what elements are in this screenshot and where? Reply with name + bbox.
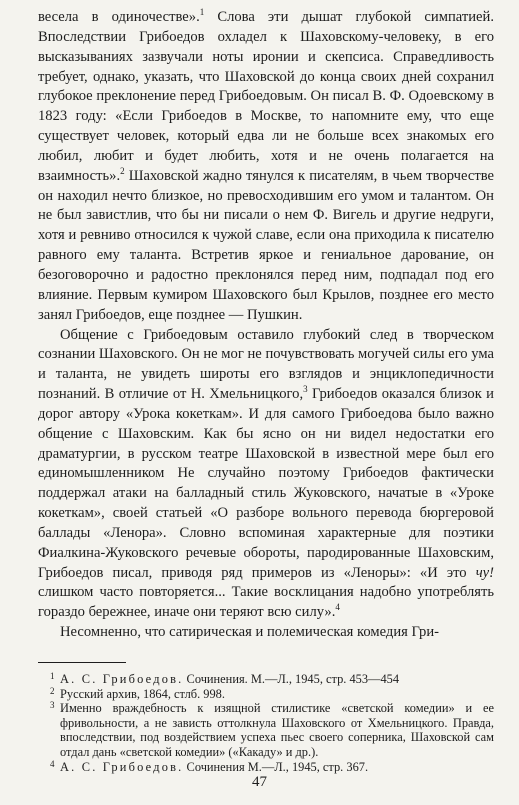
page-number: 47 — [252, 774, 267, 790]
text-run: слишком часто повторяется... Такие восклицания надобно употреблять гораздо бережнее, иначе они теряют всю силу». — [38, 584, 494, 621]
footnote-text: Именно враждебность к изящной стилистике «светской комедии» и ее фривольности, а не зависть оттолкнула Шаховского от Хмельницкого. Правда, впоследствии, под воздействием успеха пьес своего соперника, Шаховской сам отдал дань «светской комедии» («Какаду» и др.). — [60, 701, 494, 759]
footnote-text: Сочинения. М.—Л., 1945, стр. 453—454 — [183, 672, 400, 686]
footnote-author: А. С. Грибоедов. — [60, 672, 184, 686]
text-run: Слова эти дышат глубокой симпатией. Впоследствии Грибоедов охладел к Шаховскому-человеку, в его высказываниях зазвучали ноты иронии и скепсиса. Справедливость требует, однако, указать, что Шаховской до конца своих дней сохранил глубокое преклонение перед Грибоедовым. Он писал В. Ф. Одоевскому в 1823 году: «Если Грибоедов в Москве, то напомните ему, что еще существует человек, который едва ли не больше всех знакомых его любил, любит и будет любить, хотя и не очень полагается на взаимность». — [38, 9, 494, 184]
footnote-number: 3 — [50, 700, 55, 711]
emphasis: чу! — [475, 564, 494, 581]
footnote-number: 4 — [50, 758, 55, 769]
footnote-4 — [38, 760, 494, 775]
paragraph-1 — [38, 8, 494, 326]
text-run: Шаховской жадно тянулся к писателям, в чьем творчестве он находил нечто близкое, но превосходившим его умом и талантом. Он не был завистлив, что бы ни писали о нем Ф. Вигель и другие недруги, хотя и ревниво относился к чужой славе, если она приходила к писателю равного ему таланта. Встретив яркое и гениальное дарование, он безоговорочно и радостно преклонялся перед ним, подпадал под его влияние. Первым кумиром Шаховского был Крылов, позднее его место занял Грибоедов, еще позднее — Пушкин. — [38, 167, 494, 323]
footnote-ref: 2 — [120, 165, 125, 176]
footnote-ref: 4 — [335, 602, 340, 613]
text-run: Общение с Грибоедовым оставило глубокий след в творческом сознании Шаховского. Он не мог не почувствовать могучей силы его ума и таланта, не увидеть широты его взглядов и энциклопедичности познаний. В отличие от Н. Хмельницкого, — [38, 326, 494, 403]
paragraph-3: Несомненно, что сатирическая и полемическая комедия Гри- — [60, 624, 440, 641]
footnote-text: Сочинения М.—Л., 1945, стр. 367. — [183, 759, 369, 774]
footnote-3 — [38, 701, 494, 759]
main-text — [38, 8, 494, 643]
text-run: Грибоедов оказался близок и дорог автору «Урока кокеткам». И для самого Грибоедова было важно общение с Шаховским. Как бы ясно он ни видел недостатки его драматургии, в русском театре Шаховской в известной мере был его единомышленником Не случайно поэтому Грибоедов фактически поддержал атаки на балладный стиль Жуковского, начатые в «Уроке кокеткам», своей статьей «О разборе вольного перевода бюргеровой баллады «Ленора». Словно вспоминая характерные для поэтики Фиалкина-Жуковского речевые обороты, пародированные Шаховским, Грибоедов писал, приводя ряд примеров из «Леноры»: «И это — [38, 386, 494, 581]
footnote-author: А. С. Грибоедов. — [60, 759, 184, 774]
footnote-divider — [38, 662, 126, 663]
footnote-2 — [38, 687, 494, 702]
footnote-1 — [38, 672, 494, 687]
footnote-number: 2 — [50, 685, 55, 696]
footnote-number: 1 — [50, 671, 55, 681]
text-run: весела в одиночестве». — [38, 9, 200, 25]
footnote-ref: 1 — [199, 7, 205, 18]
paragraph-2 — [38, 326, 494, 624]
footnote-ref: 3 — [303, 384, 308, 395]
footnote-text: Русский архив, 1864, стлб. 998. — [60, 686, 225, 701]
footnotes — [38, 672, 494, 774]
